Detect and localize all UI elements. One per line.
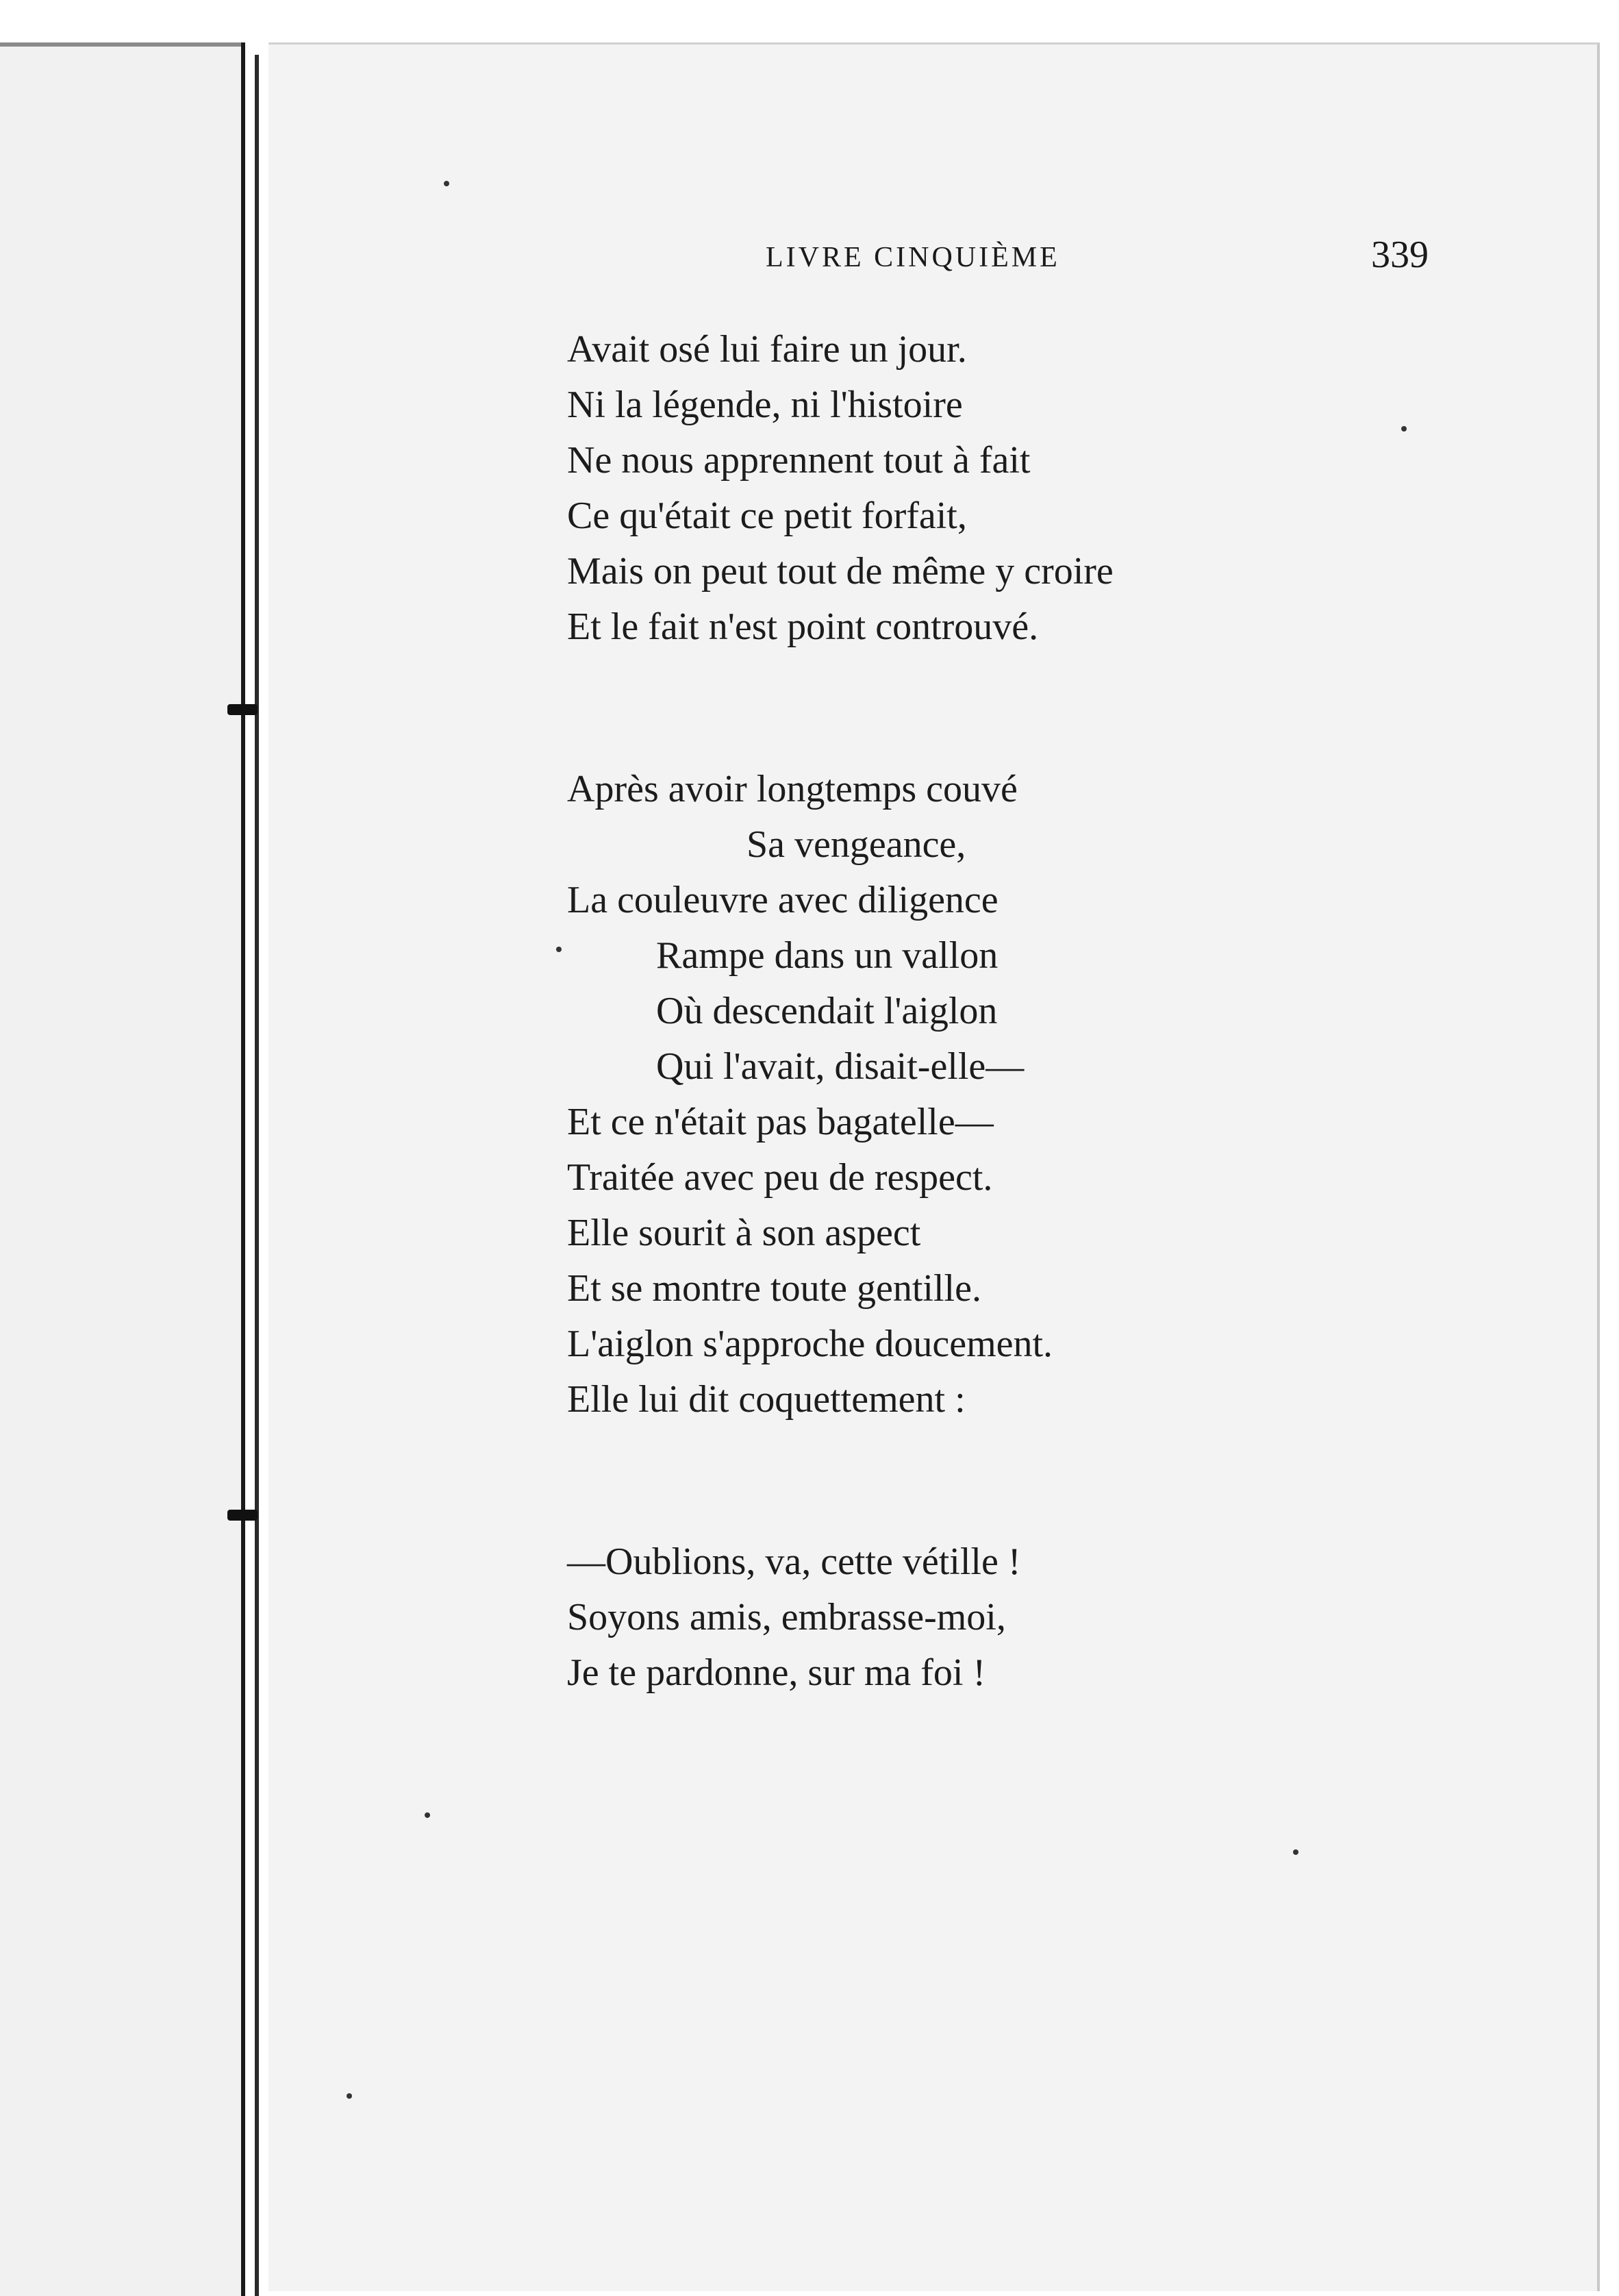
verse-line: Et le fait n'est point controuvé. (567, 606, 1039, 648)
speck (1293, 1849, 1298, 1855)
verse-line: Après avoir longtemps couvé (567, 768, 1018, 810)
verse-line: Elle sourit à son aspect (567, 1212, 921, 1254)
verse-line: Elle lui dit coquettement : (567, 1378, 966, 1421)
spine-shadow (255, 55, 259, 2296)
verse-line: Ni la légende, ni l'histoire (567, 384, 963, 426)
verse-line: Avait osé lui faire un jour. (567, 328, 967, 371)
speck (1401, 426, 1407, 432)
speck (347, 2093, 352, 2099)
running-header: LIVRE CINQUIÈME (766, 242, 1060, 273)
verse-line: L'aiglon s'approche doucement. (567, 1323, 1053, 1365)
speck (556, 947, 562, 952)
verse-line: Et se montre toute gentille. (567, 1267, 981, 1310)
stanza (567, 322, 1114, 655)
left-page-top-edge (0, 42, 241, 47)
verse-line: Sa vengeance, (746, 823, 966, 866)
page-number: 339 (1371, 234, 1429, 276)
verse-line: —Oublions, va, cette vétille ! (567, 1540, 1021, 1583)
poem-body (567, 322, 1114, 1701)
speck (444, 181, 449, 186)
verse-line: Rampe dans un vallon (656, 934, 999, 977)
verse-line: La couleuvre avec diligence (567, 879, 999, 921)
verse-line: Soyons amis, embrasse-moi, (567, 1596, 1006, 1638)
verse-line: Ne nous apprennent tout à fait (567, 439, 1031, 482)
left-page-margin (0, 42, 245, 2296)
stanza (567, 762, 1114, 1427)
stanza (567, 1534, 1114, 1701)
binding-stitch (227, 704, 258, 715)
verse-line: Ce qu'était ce petit forfait, (567, 495, 967, 537)
verse-line: Où descendait l'aiglon (656, 990, 998, 1032)
verse-line: Et ce n'était pas bagatelle— (567, 1101, 994, 1143)
verse-line: Je te pardonne, sur ma foi ! (567, 1651, 986, 1694)
binding-stitch (227, 1510, 258, 1521)
verse-line: Traitée avec peu de respect. (567, 1156, 993, 1199)
speck (425, 1812, 430, 1818)
verse-line: Qui l'avait, disait-elle— (656, 1045, 1025, 1088)
verse-line: Mais on peut tout de même y croire (567, 550, 1114, 592)
